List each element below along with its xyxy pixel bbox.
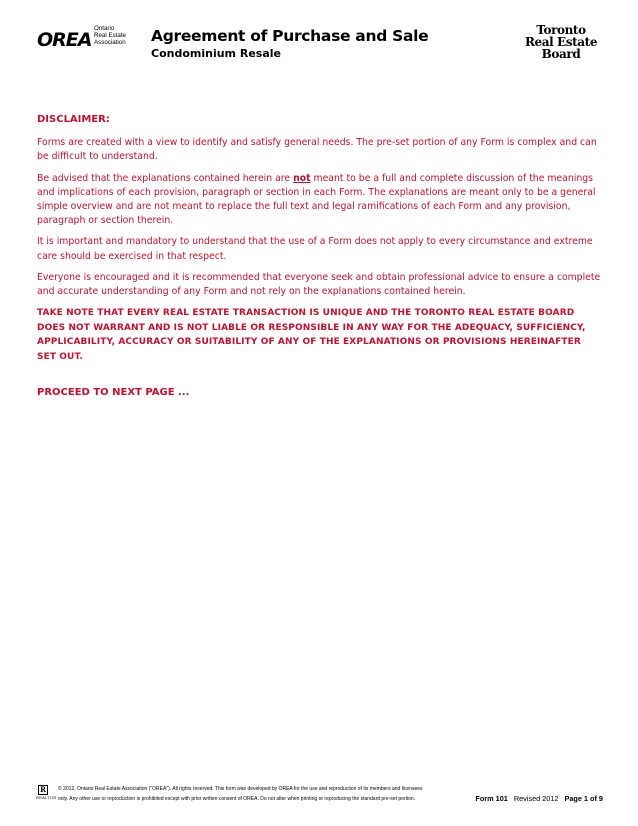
disclaimer-heading: DISCLAIMER: [37,114,110,125]
orea-logo [37,24,132,58]
page-number: Page 1 of 9 [564,794,603,803]
orea-logo-wordmark: OREA [37,29,92,51]
realtor-caption: REALTOR [36,795,57,800]
liability-notice: TAKE NOTE THAT EVERY REAL ESTATE TRANSACTION IS UNIQUE AND THE TORONTO REAL ESTATE BOARD DOES NOT WARRANT AND IS NOT LIABLE OR RESPONSIBLE IN ANY WAY FOR THE ADEQUACY, SUFFICIENCY, APPLICABILITY, ACCURACY OR SUITABILITY OF ANY OF THE EXPLANATIONS OR PROVISIONS HEREINAFTER SET OUT. [37,308,586,362]
treb-logo-line: Real Estate [524,35,598,49]
form-number: Form 101 [475,794,508,803]
disclaimer-paragraph-3: It is important and mandatory to understand that the use of a Form does not apply to every circumstance and extreme care should be exercised in that respect. [37,236,593,262]
copyright-line-2: only. Any other use or reproduction is prohibited except with prior written consent of OREA. Do not alter when printing or reproducing the standard pre-set portion. [58,795,416,802]
document-subtitle: Condominium Resale [151,47,281,60]
disclaimer-paragraph-4: Everyone is encouraged and it is recommended that everyone seek and obtain professional advice to ensure a complete and accurate understanding of any Form and not rely on the explanations contained herein. [37,271,601,298]
treb-logo-line: Board [541,47,581,61]
orea-association-line: Ontario [94,25,115,32]
form-info [475,794,603,804]
treb-logo-line: Toronto [536,23,586,37]
copyright-notice [58,785,473,804]
title-block [151,27,428,61]
paragraph-2-text-end: meant to be a full and complete discussion of the meanings and implications of each provision, paragraph or section in each Form. The explanations are meant only to be a general simple overview and are not meant to replace the full text and legal ramifications of each Form and any provision, paragraph or section therein. [37,172,596,227]
orea-association-line: Association [94,39,126,46]
revision-date: Revised 2012 [513,794,559,803]
disclaimer-paragraph-2 [37,172,603,229]
page-footer [37,785,603,805]
orea-association-name [94,25,126,46]
disclaimer-paragraph-1: Forms are created with a view to identify and satisfy general needs. The pre-set portion of any Form is complex and can be difficult to understand. [37,137,597,163]
proceed-to-next-page: PROCEED TO NEXT PAGE ... [37,387,190,399]
page-header [0,0,638,80]
realtor-mark: R [38,785,48,795]
copyright-line-1: © 2012, Ontario Real Estate Association ("OREA"). All rights reserved. This form was developed by OREA for the use and reproduction of its members and licensees [58,786,423,792]
orea-association-line: Real Estate [94,32,126,39]
paragraph-2-text-start: Be advised that the explanations contained herein are [37,172,294,184]
emphasis-not: not [293,172,311,184]
realtor-icon [36,785,57,802]
document-title: Agreement of Purchase and Sale [151,27,429,45]
treb-logo [521,24,601,60]
disclaimer-content [37,113,603,407]
